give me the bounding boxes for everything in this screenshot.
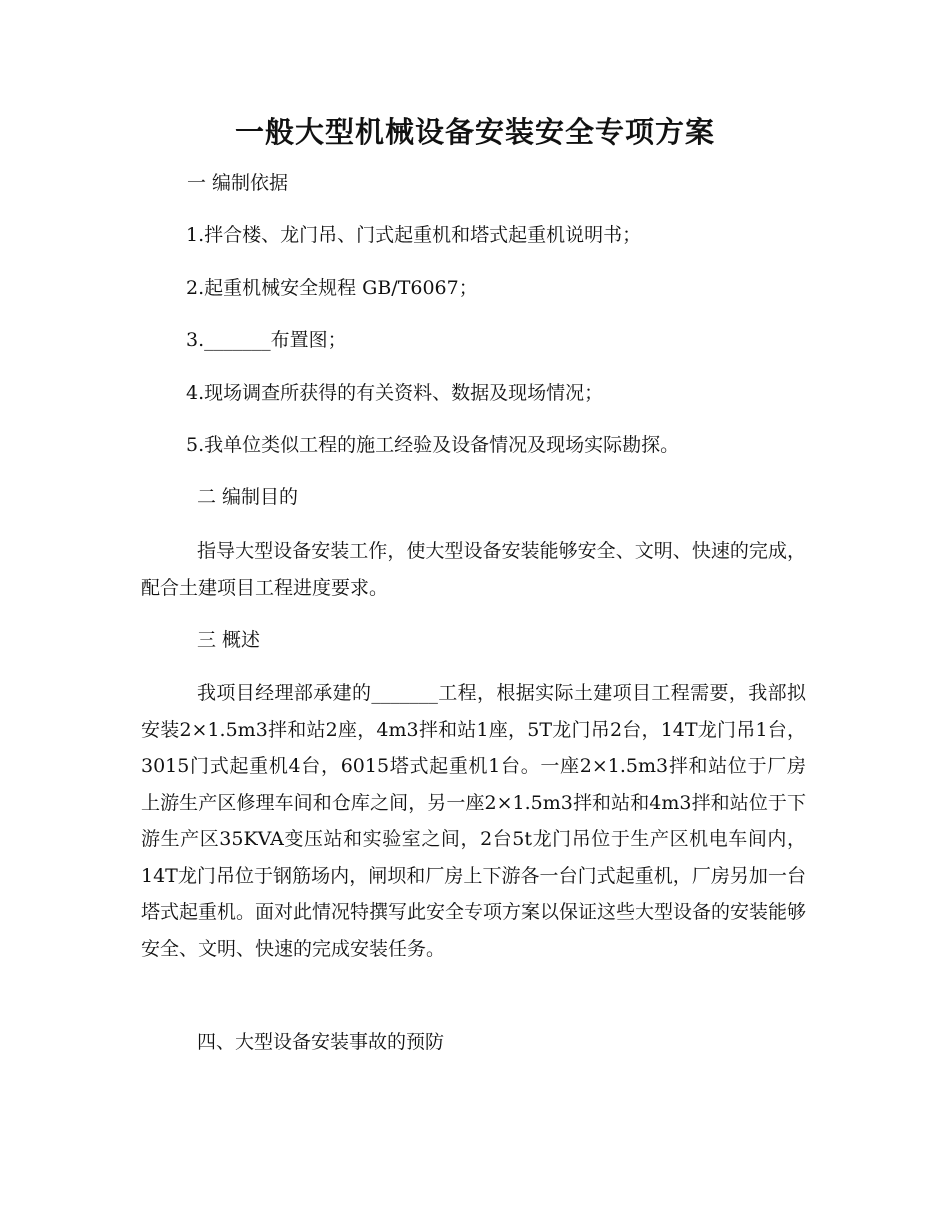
section-2-body: 指导大型设备安装工作，使大型设备安装能够安全、文明、快速的完成，配合土建项目工程进度要求。 (141, 540, 806, 599)
basis-item-3: 3._______布置图； (186, 329, 347, 351)
basis-item-4: 4.现场调查所获得的有关资料、数据及现场情况； (186, 382, 604, 404)
basis-item-5: 5.我单位类似工程的施工经验及设备情况及现场实际勘探。 (186, 434, 680, 456)
basis-item-2: 2.起重机械安全规程 GB/T6067； (186, 277, 478, 299)
section-1-heading: 一 编制依据 (187, 172, 289, 194)
section-2-heading: 二 编制目的 (197, 486, 299, 508)
section-3-body: 我项目经理部承建的_______工程，根据实际土建项目工程需要，我部拟安装2×1.5m3拌和站2座，4m3拌和站1座，5T龙门吊2台，14T龙门吊1台，3015门式起重机4台，6015塔式起重机1台。一座2×1.5m3拌和站位于厂房上游生产区修理车间和仓库之间，另一座2×1.5m3拌和站和4m3拌和站位于下游生产区35KVA变压站和实验室之间，2台5t龙门吊位于生产区机电车间内，14T龙门吊位于钢筋场内，闸坝和厂房上下游各一台门式起重机，厂房另加一台塔式起重机。面对此情况特撰写此安全专项方案以保证这些大型设备的安装能够安全、文明、快速的完成安装任务。 (141, 682, 807, 960)
document-title: 一般大型机械设备安装安全专项方案 (234, 115, 715, 149)
section-4-heading: 四、大型设备安装事故的预防 (197, 1031, 445, 1053)
section-3-heading: 三 概述 (197, 629, 261, 651)
basis-item-1: 1.拌合楼、龙门吊、门式起重机和塔式起重机说明书； (186, 224, 642, 246)
